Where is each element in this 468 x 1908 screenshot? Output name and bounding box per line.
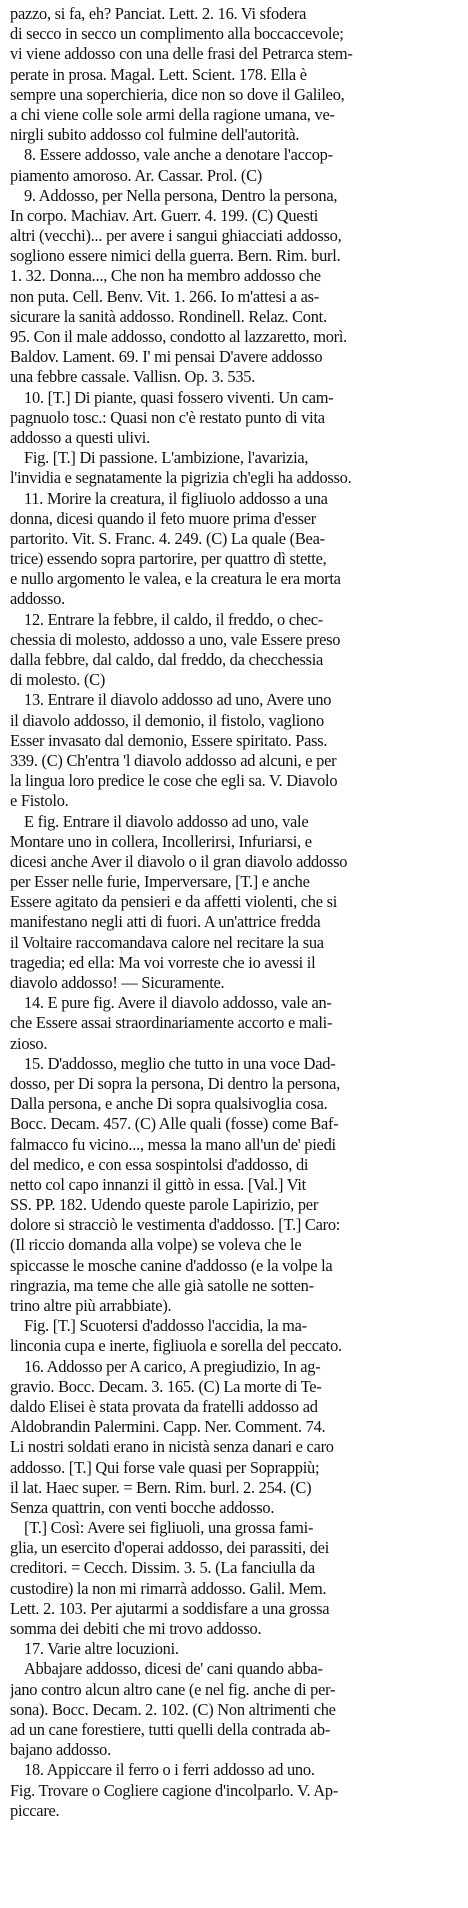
- text-line: del medico, e con essa sospintolsi d'addosso, di: [10, 1154, 309, 1174]
- text-line: non puta. Cell. Benv. Vit. 1. 266. Io m'attesi a as-: [10, 286, 319, 306]
- text-line: 9. Addosso, per Nella persona, Dentro la persona,: [24, 185, 338, 205]
- text-line: 1. 32. Donna..., Che non ha membro addosso che: [10, 266, 321, 286]
- text-line: che Essere assai straordinariamente accorto e mali-: [10, 1013, 333, 1033]
- text-line: Aldobrandin Palermini. Capp. Ner. Comment. 74.: [10, 1417, 326, 1437]
- text-line: manifestano negli atti di fuori. A un'attrice fredda: [10, 912, 321, 932]
- text-line: sona). Bocc. Decam. 2. 102. (C) Non altrimenti che: [10, 1699, 336, 1719]
- text-line: per Esser nelle furie, Imperversare, [T.] e anche: [10, 872, 310, 892]
- text-line: Montare uno in collera, Incollerirsi, Infuriarsi, e: [10, 831, 312, 851]
- text-line: 8. Essere addosso, vale anche a denotare l'accop-: [24, 145, 333, 165]
- text-line: Abbajare addosso, dicesi de' cani quando abba-: [24, 1659, 323, 1679]
- text-line: [T.] Così: Avere sei figliuoli, una grossa fami-: [24, 1518, 314, 1538]
- text-line: addosso.: [10, 589, 65, 609]
- text-line: 15. D'addosso, meglio che tutto in una voce Dad-: [24, 1053, 336, 1073]
- text-line: e nullo argomento le valea, e la creatura le era morta: [10, 569, 341, 589]
- text-line: glia, un esercito d'operai addosso, dei parassiti, dei: [10, 1538, 329, 1558]
- text-line: E fig. Entrare il diavolo addosso ad uno, vale: [24, 811, 309, 831]
- text-line: nirgli subito addosso col fulmine dell'autorità.: [10, 125, 300, 145]
- text-line: pazzo, si fa, eh? Panciat. Lett. 2. 16. Vi sfodera: [10, 4, 307, 23]
- text-line: Lett. 2. 103. Per ajutarmi a soddisfare a una grossa: [10, 1598, 330, 1618]
- text-line: sicurare la sanità addosso. Rondinell. Relaz. Cont.: [10, 306, 327, 326]
- text-line: addosso. [T.] Qui forse vale quasi per Soprappiù;: [10, 1457, 320, 1477]
- text-line: Senza quattrin, con venti bocche addosso.: [10, 1497, 275, 1517]
- text-line: diavolo addosso! — Sicuramente.: [10, 973, 225, 992]
- text-line: Fig. [T.] Di passione. L'ambizione, l'avarizia,: [24, 448, 309, 468]
- dictionary-page: [10, 4, 460, 1821]
- text-line: jano contro alcun altro cane (e nel fig. anche di per-: [10, 1679, 336, 1699]
- text-line: netto col capo innanzi il gittò in essa. [Val.] Vit: [10, 1174, 306, 1194]
- text-line: Fig. Trovare o Cogliere cagione d'incolparlo. V. Ap-: [10, 1780, 339, 1800]
- text-line: 18. Appiccare il ferro o i ferri addosso ad uno.: [24, 1760, 315, 1780]
- text-line: daldo Elisei è stata provata da fratelli addosso ad: [10, 1396, 318, 1416]
- text-line: trice) essendo sopra partorire, per quattro dì stette,: [10, 549, 327, 569]
- text-line: il diavolo addosso, il demonio, il fistolo, vagliono: [10, 710, 324, 730]
- text-line: a chi viene colle sole armi della ragione umana, ve-: [10, 104, 335, 124]
- text-line: Bocc. Decam. 457. (C) Alle quali (fosse) come Baf-: [10, 1114, 339, 1134]
- text-line: 12. Entrare la febbre, il caldo, il freddo, o chec-: [24, 609, 323, 629]
- text-line: piamento amoroso. Ar. Cassar. Prol. (C): [10, 165, 263, 185]
- text-line: Fig. [T.] Scuotersi d'addosso l'accidia, la ma-: [24, 1316, 307, 1336]
- text-line: sempre una soperchieria, dice non so dove il Galileo,: [10, 84, 345, 104]
- text-line: dalla febbre, dal caldo, dal freddo, da checchessia: [10, 650, 324, 669]
- text-line: 95. Con il male addosso, condotto al lazzaretto, morì.: [10, 327, 347, 346]
- text-line: sogliono essere nimici della guerra. Bern. Rim. burl.: [10, 246, 341, 266]
- text-line: Esser invasato dal demonio, Essere spiritato. Pass.: [10, 730, 328, 750]
- text-line: Baldov. Lament. 69. I' mi pensai D'avere addosso: [10, 347, 323, 367]
- text-line: linconia cupa e inerte, figliuola e sorella del peccato.: [10, 1336, 342, 1356]
- text-line: dosso, per Di sopra la persona, Di dentro la persona,: [10, 1073, 340, 1093]
- text-line: di secco in secco un complimento alla boccaccevole;: [10, 24, 344, 44]
- text-line: gravio. Bocc. Decam. 3. 165. (C) La morte di Te-: [10, 1376, 322, 1396]
- text-line: SS. PP. 182. Udendo queste parole Lapirizio, per: [10, 1195, 319, 1215]
- text-line: 14. E pure fig. Avere il diavolo addosso, vale an-: [24, 993, 332, 1013]
- text-line: 10. [T.] Di piante, quasi fossero viventi. Un cam-: [24, 387, 334, 407]
- text-line: zioso.: [10, 1033, 48, 1053]
- text-line: il Voltaire raccomandava calore nel recitare la sua: [10, 932, 324, 952]
- text-line: 17. Varie altre locuzioni.: [24, 1639, 179, 1659]
- text-line: somma dei debiti che mi trovo addosso.: [10, 1619, 262, 1638]
- text-line: vi viene addosso con una delle frasi del Petrarca stem-: [10, 44, 353, 64]
- text-line: dicesi anche Aver il diavolo o il gran diavolo addosso: [10, 851, 348, 871]
- text-line: dolore si stracciò le vestimenta d'addosso. [T.] Caro:: [10, 1215, 341, 1235]
- text-line: piccare.: [10, 1800, 60, 1820]
- text-line: creditori. = Cecch. Dissim. 3. 5. (La fanciulla da: [10, 1558, 315, 1578]
- text-line: In corpo. Machiav. Art. Guerr. 4. 199. (C) Questi: [10, 205, 319, 225]
- text-line: ad un cane forestiere, tutti quelli della contrada ab-: [10, 1719, 331, 1739]
- text-line: trino altre più arrabbiate).: [10, 1296, 172, 1315]
- text-line: perate in prosa. Magal. Lett. Scient. 178. Ella è: [10, 64, 307, 84]
- text-line: addosso a questi ulivi.: [10, 427, 150, 447]
- text-line: custodire) la non mi rimarrà addosso. Galil. Mem.: [10, 1578, 327, 1598]
- text-line: 13. Entrare il diavolo addosso ad uno, Avere uno: [24, 690, 332, 710]
- text-line: spiccasse le mosche canine d'addosso (e la volpe la: [10, 1255, 333, 1275]
- text-line: tragedia; ed ella: Ma voi vorreste che io avessi il: [10, 952, 316, 972]
- text-line: 11. Morire la creatura, il figliuolo addosso a una: [24, 488, 328, 508]
- text-line: Li nostri soldati erano in nicistà senza danari e caro: [10, 1437, 334, 1457]
- text-line: Essere agitato da pensieri e da affetti violenti, che si: [10, 892, 338, 912]
- text-line: 339. (C) Ch'entra 'l diavolo addosso ad alcuni, e per: [10, 750, 337, 770]
- text-line: 16. Addosso per A carico, A pregiudizio, In ag-: [24, 1356, 321, 1376]
- text-line: (Il riccio domanda alla volpe) se voleva che le: [10, 1235, 302, 1255]
- text-line: di molesto. (C): [10, 670, 106, 690]
- text-line: il lat. Haec super. = Bern. Rim. burl. 2. 254. (C): [10, 1477, 312, 1497]
- text-line: Dalla persona, e anche Di sopra qualsivoglia cosa.: [10, 1094, 328, 1114]
- text-line: chessia di molesto, addosso a uno, vale Essere preso: [10, 629, 341, 649]
- text-line: donna, dicesi quando il feto muore prima d'esser: [10, 508, 316, 528]
- text-line: falmacco fu vicino..., messa la mano all'un de' piedi: [10, 1134, 336, 1154]
- text-line: partorito. Vit. S. Franc. 4. 249. (C) La quale (Bea-: [10, 528, 325, 548]
- text-line: la lingua loro predice le cose che egli sa. V. Diavolo: [10, 771, 338, 791]
- text-line: altri (vecchi)... per avere i sangui ghiacciati addosso,: [10, 226, 342, 246]
- text-line: l'invidia e segnatamente la pigrizia ch'egli ha addosso.: [10, 468, 352, 488]
- text-line: ringrazia, ma teme che alle già satolle ne sotten-: [10, 1275, 314, 1295]
- text-line: e Fistolo.: [10, 791, 69, 811]
- text-line: pagnuolo tosc.: Quasi non c'è restato punto di vita: [10, 407, 325, 427]
- text-line: una febbre cassale. Vallisn. Op. 3. 535.: [10, 367, 256, 387]
- text-line: bajano addosso.: [10, 1740, 111, 1760]
